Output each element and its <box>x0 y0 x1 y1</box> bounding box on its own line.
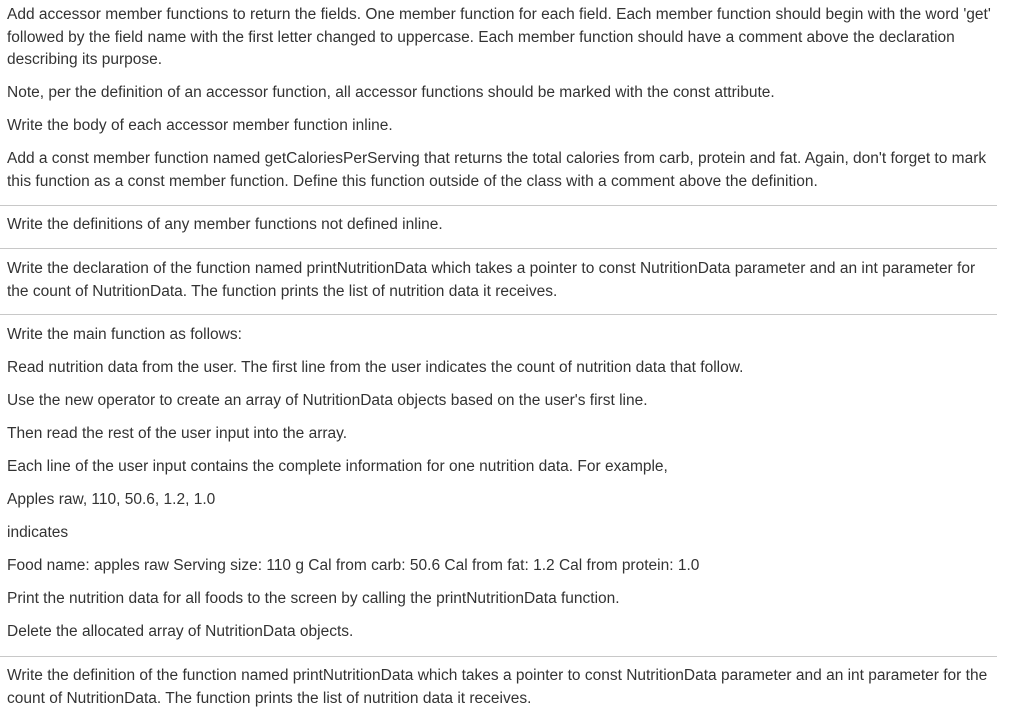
paragraph-member-definitions: Write the definitions of any member functions not defined inline. <box>7 216 443 233</box>
section-divider <box>0 205 997 206</box>
section-divider <box>0 314 997 315</box>
paragraph-accessor-functions: Add accessor member functions to return the fields. One member function for each field. Each member function should begin with the word 'get' followed by the field name with the first letter changed to uppercase. Each member function should have a comment above the declaration describing its purpose. <box>7 6 991 69</box>
paragraph-print-all: Print the nutrition data for all foods to the screen by calling the printNutritionData function. <box>7 590 620 607</box>
section-divider <box>0 248 997 249</box>
paragraph-get-calories-per-serving: Add a const member function named getCaloriesPerServing that returns the total calories from carb, protein and fat. Again, don't forget to mark this function as a const member function. Define this function outside of the class with a comment above the definition. <box>7 150 987 190</box>
paragraph-new-operator: Use the new operator to create an array of NutritionData objects based on the user's first line. <box>7 392 648 409</box>
paragraph-print-declaration: Write the declaration of the function named printNutritionData which takes a pointer to const NutritionData parameter and an int parameter for the count of NutritionData. The function prints the list of nutrition data it receives. <box>7 260 976 300</box>
paragraph-inline-bodies: Write the body of each accessor member function inline. <box>7 117 393 134</box>
paragraph-read-count: Read nutrition data from the user. The first line from the user indicates the count of nutrition data that follow. <box>7 359 744 376</box>
paragraph-example-meaning: Food name: apples raw Serving size: 110 g Cal from carb: 50.6 Cal from fat: 1.2 Cal from protein: 1.0 <box>7 557 700 574</box>
section-divider <box>0 656 997 657</box>
paragraph-read-rest: Then read the rest of the user input into the array. <box>7 425 348 442</box>
paragraph-const-attribute-note: Note, per the definition of an accessor function, all accessor functions should be marked with the const attribute. <box>7 84 775 101</box>
paragraph-print-definition: Write the definition of the function named printNutritionData which takes a pointer to const NutritionData parameter and an int parameter for the count of NutritionData. The function prints the list of nutrition data it receives. <box>7 667 988 707</box>
paragraph-line-format: Each line of the user input contains the complete information for one nutrition data. For example, <box>7 458 668 475</box>
paragraph-indicates: indicates <box>7 524 69 541</box>
paragraph-delete-array: Delete the allocated array of NutritionData objects. <box>7 623 354 640</box>
paragraph-main-function-intro: Write the main function as follows: <box>7 326 242 343</box>
paragraph-example-input: Apples raw, 110, 50.6, 1.2, 1.0 <box>7 491 216 508</box>
